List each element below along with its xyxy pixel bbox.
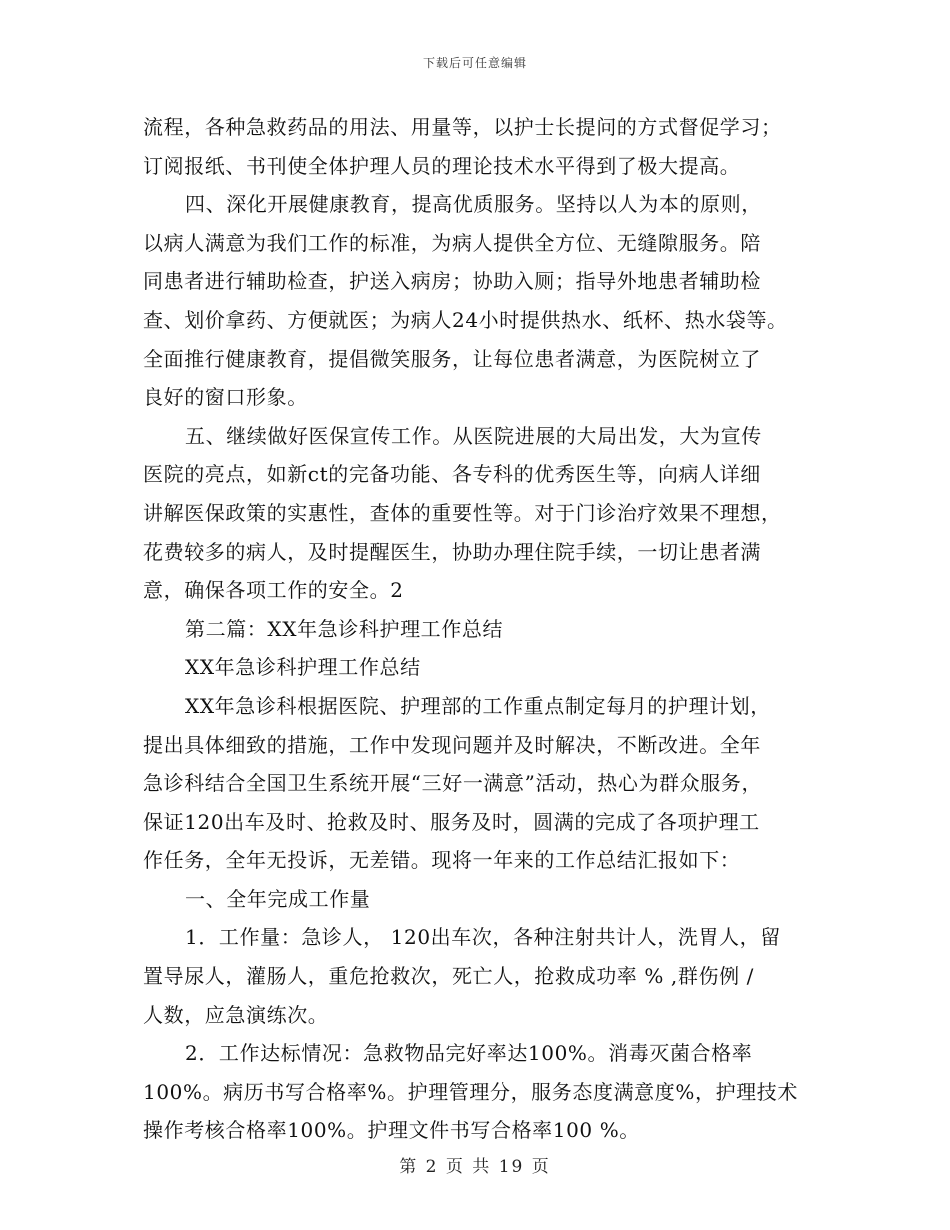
text-line: 订阅报纸、书刊使全体护理人员的理论技术水平得到了极大提高。	[143, 153, 741, 178]
text-line: 讲解医保政策的实惠性，查体的重要性等。对于门诊治疗效果不理想，	[143, 500, 782, 525]
text-line: 流程，各种急救药品的用法、用量等，以护士长提问的方式督促学习；	[143, 115, 782, 139]
text-line: 花费较多的病人，及时提醒医生，协助办理住院手续，一切让患者满	[143, 539, 761, 564]
text-line: XX年急诊科护理工作总结	[185, 655, 421, 680]
text-line: 2．工作达标情况：急救物品完好率达100%。消毒灭菌合格率	[185, 1041, 753, 1066]
page-number-footer: 第 2 页 共 19 页	[399, 1157, 551, 1177]
text-line: 五、继续做好医保宣传工作。从医院进展的大局出发，大为宣传	[185, 423, 762, 448]
text-line: 1．工作量：急诊人， 120出车次，各种注射共计人，洗胃人，留	[185, 925, 781, 950]
text-line: 第二篇：XX年急诊科护理工作总结	[185, 616, 504, 641]
text-line: 保证120出车及时、抢救及时、服务及时，圆满的完成了各项护理工	[143, 809, 760, 834]
document-body	[143, 108, 815, 1150]
text-line: 意，确保各项工作的安全。2	[143, 578, 404, 603]
text-line: 一、全年完成工作量	[185, 886, 371, 911]
text-line: 全面推行健康教育，提倡微笑服务，让每位患者满意，为医院树立了	[143, 346, 761, 371]
text-line: 四、深化开展健康教育，提高优质服务。坚持以人为本的原则，	[185, 192, 762, 217]
text-line: 作任务，全年无投诉，无差错。现将一年来的工作总结汇报如下：	[143, 848, 741, 873]
text-line: 100%。病历书写合格率%。护理管理分，服务态度满意度%，护理技术	[143, 1079, 798, 1104]
text-line: 置导尿人，灌肠人，重危抢救次，死亡人，抢救成功率 % ,群伤例 /	[143, 964, 754, 989]
text-line: 良好的窗口形象。	[143, 385, 308, 410]
text-line: XX年急诊科根据医院、护理部的工作重点制定每月的护理计划，	[185, 693, 771, 718]
text-line: 急诊科结合全国卫生系统开展“三好一满意”活动，热心为群众服务，	[143, 771, 763, 796]
text-line: 医院的亮点，如新ct的完备功能、各专科的优秀医生等，向病人详细	[143, 462, 761, 487]
text-line: 查、划价拿药、方便就医；为病人24小时提供热水、纸杯、热水袋等。	[143, 307, 788, 332]
text-line: 操作考核合格率100%。护理文件书写合格率100 %。	[143, 1118, 640, 1143]
text-line: 提出具体细致的措施，工作中发现问题并及时解决，不断改进。全年	[143, 732, 761, 757]
text-line: 同患者进行辅助检查，护送入病房；协助入厕；指导外地患者辅助检	[143, 269, 761, 294]
text-line: 以病人满意为我们工作的标准，为病人提供全方位、无缝隙服务。陪	[143, 230, 761, 255]
text-line: 人数，应急演练次。	[143, 1002, 329, 1027]
header-note: 下载后可任意编辑	[422, 56, 527, 70]
